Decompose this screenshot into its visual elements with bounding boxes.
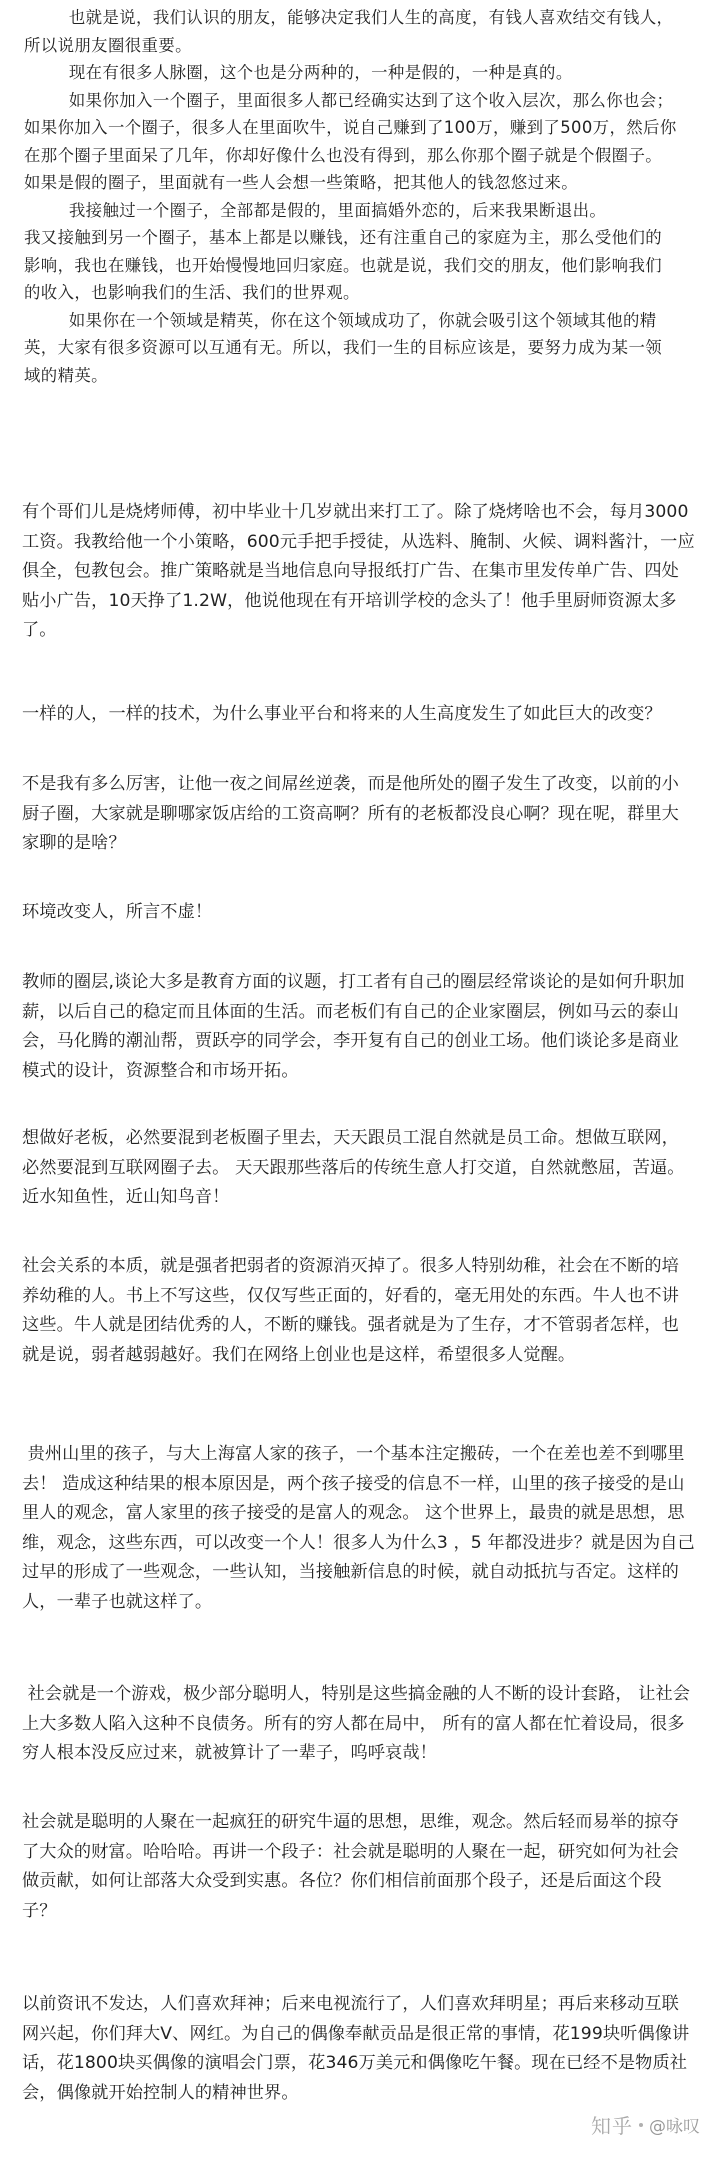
paragraph-question: 一样的人，一样的技术，为什么事业平台和将来的人生高度发生了如此巨大的改变？	[22, 704, 662, 724]
paragraph-idol-worship: 以前资讯不发达，人们喜欢拜神；后来电视流行了，人们喜欢拜明星；再后来移动互联 网兴起，你们拜大V、网红。为自己的偶像奉献贡品是很正常的事情，花199块听偶像讲 话，花1800块买偶像的演唱会门票，花346万美元和偶像吃午餐。现在已经不是物质社 会，偶像就开始控制人的精神世界。	[22, 1994, 690, 2103]
paragraph-bbq-chef: 有个哥们儿是烧烤师傅，初中毕业十几岁就出来打工了。除了烧烤啥也不会，每月3000 工资。我教给他一个小策略，600元手把手授徒，从选料、腌制、火候、调料酱汁，一应 俱全，包教包会。推广策略就是当地信息向导报纸打广告、在集市里发传单广告、四处 贴小广告，10天挣了1.2W，他说他现在有开培训学校的念头了！他手里厨师资源太多 了。	[22, 502, 695, 640]
zhihu-watermark	[591, 2110, 700, 2139]
paragraph-friends-circle: 也就是说，我们认识的朋友，能够决定我们人生的高度，有钱人喜欢结交有钱人， 所以说朋友圈很重要。 现在有很多人脉圈，这个也是分两种的，一种是假的，一种是真的。 如果你加入一个圈子，里面很多人都已经确实达到了这个收入层次，那么你也会； 如果你加入一个圈子，很多人在里面吹牛，说自己赚到了100万，赚到了500万，然后你 在那个圈子里面呆了几年，你却好像什么也没有得到，那么你那个圈子就是个假圈子。 如果是假的圈子，里面就有一些人会想一些策略，把其他人的钱忽悠过来。 我接触过一个圈子，全部都是假的，里面搞婚外恋的，后来我果断退出。 我又接触到另一个圈子，基本上都是以赚钱，还有注重自己的家庭为主，那么受他们的 影响，我也在赚钱，也开始慢慢地回归家庭。也就是说，我们交的朋友，他们影响我们 的收入，也影响我们的生活、我们的世界观。 如果你在一个领域是精英，你在这个领域成功了，你就会吸引这个领域其他的精 英，大家有很多资源可以互通有无。所以，我们一生的目标应该是，要努力成为某一领 域的精英。	[24, 8, 677, 385]
zhihu-logo: 知乎	[591, 2114, 633, 2138]
paragraph-teachers-circle: 教师的圈层,谈论大多是教育方面的议题，打工者有自己的圈层经常谈论的是如何升职加 薪，以后自己的稳定而且体面的生活。而老板们有自己的企业家圈层，例如马云的泰山 会，马化腾的潮汕帮，贾跃亭的同学会，李开复有自己的创业工场。他们谈论多是商业 模式的设计，资源整合和市场开拓。	[22, 972, 685, 1081]
paragraph-circle-change: 不是我有多么厉害，让他一夜之间屌丝逆袭，而是他所处的圈子发生了改变，以前的小 厨子圈，大家就是聊哪家饭店给的工资高啊？所有的老板都没良心啊？现在呢，群里大 家聊的是啥？	[22, 774, 679, 853]
author-handle: @咏叹	[649, 2117, 700, 2137]
paragraph-society-game: 社会就是一个游戏，极少部分聪明人，特别是这些搞金融的人不断的设计套路， 让社会 上大多数人陷入这种不良债务。所有的穷人都在局中， 所有的富人都在忙着设局，很多 穷人根本没反应过来，就被算计了一辈子，呜呼哀哉！	[22, 1684, 691, 1763]
paragraph-environment: 环境改变人，所言不虚！	[22, 902, 213, 922]
paragraph-boss-circle: 想做好老板，必然要混到老板圈子里去，天天跟员工混自然就是员工命。想做互联网， 必然要混到互联网圈子去。 天天跟那些落后的传统生意人打交道，自然就憋屈，苦逼。 近水知鱼性，近山知鸟音！	[22, 1128, 685, 1207]
separator-dot	[639, 2123, 643, 2127]
paragraph-smart-people: 社会就是聪明的人聚在一起疯狂的研究牛逼的思想，思维，观念。然后轻而易举的掠夺 了大众的财富。哈哈哈。再讲一个段子：社会就是聪明的人聚在一起，研究如何为社会 做贡献，如何让部落大众受到实惠。各位？你们相信前面那个段子，还是后面这个段 子？	[22, 1812, 679, 1921]
paragraph-guizhou-children: 贵州山里的孩子，与大上海富人家的孩子，一个基本注定搬砖，一个在差也差不到哪里 去！ 造成这种结果的根本原因是，两个孩子接受的信息不一样，山里的孩子接受的是山 里人的观念，富人家里的孩子接受的是富人的观念。 这个世界上，最贵的就是思想，思 维，观念，这些东西，可以改变一个人！很多人为什么3 ，5 年都没进步？就是因为自己 过早的形成了一些观念，一些认知，当接触新信息的时候，就自动抵抗与否定。这样的 人，一辈子也就这样了。	[22, 1444, 695, 1612]
paragraph-social-relations: 社会关系的本质，就是强者把弱者的资源消灭掉了。很多人特别幼稚，社会在不断的培 养幼稚的人。书上不写这些，仅仅写些正面的，好看的，毫无用处的东西。牛人也不讲 这些。牛人就是团结优秀的人，不断的赚钱。强者就是为了生存，才不管弱者怎样，也 就是说，弱者越弱越好。我们在网络上创业也是这样，希望很多人觉醒。	[22, 1256, 679, 1365]
